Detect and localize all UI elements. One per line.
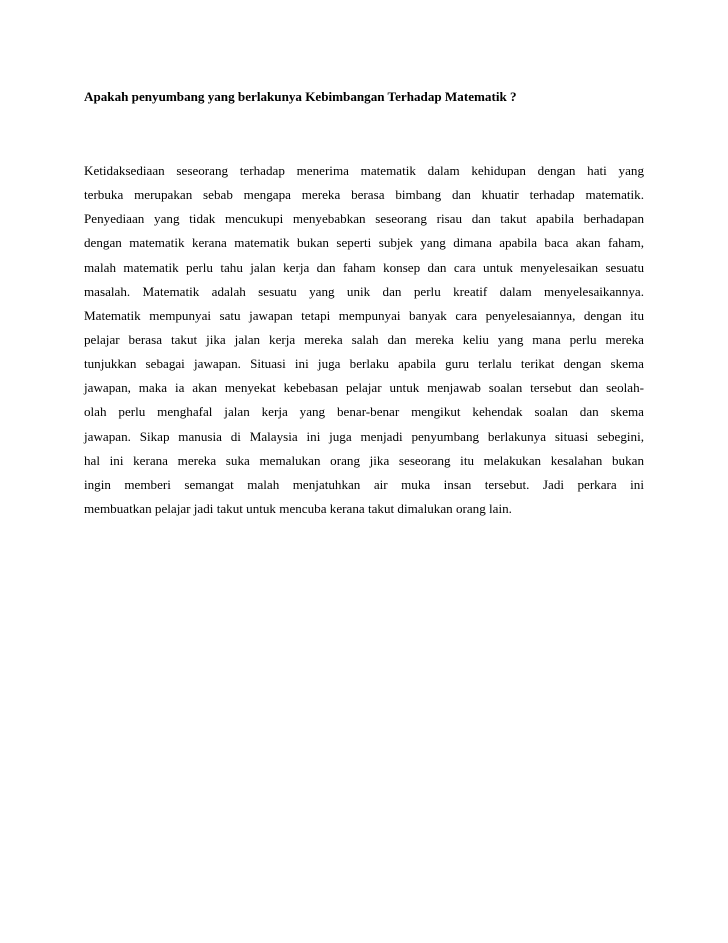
body-line: Penyediaan yang tidak mencukupi menyebabkan seseorang risau dan takut apabila berhadapan	[84, 211, 644, 227]
body-line: olah perlu menghafal jalan kerja yang benar-benar mengikut kehendak soalan dan skema	[84, 404, 644, 420]
body-line: pelajar berasa takut jika jalan kerja mereka salah dan mereka keliu yang mana perlu mereka	[84, 331, 644, 347]
body-line: Ketidaksediaan seseorang terhadap menerima matematik dalam kehidupan dengan hati yang	[84, 163, 644, 178]
document-title: Apakah penyumbang yang berlakunya Kebimbangan Terhadap Matematik ?	[84, 89, 517, 104]
body-line: hal ini kerana mereka suka memalukan orang jika seseorang itu melakukan kesalahan bukan	[84, 452, 644, 468]
body-line: jawapan, maka ia akan menyekat kebebasan pelajar untuk menjawab soalan tersebut dan seolah-	[84, 380, 644, 396]
body-line: masalah. Matematik adalah sesuatu yang unik dan perlu kreatif dalam menyelesaikannya.	[84, 283, 644, 299]
body-line: Matematik mempunyai satu jawapan tetapi mempunyai banyak cara penyelesaiannya, dengan itu	[84, 307, 644, 323]
document-body-paragraph	[84, 159, 644, 521]
body-line: jawapan. Sikap manusia di Malaysia ini juga menjadi penyumbang berlakunya situasi sebegini,	[84, 428, 644, 444]
body-line: tunjukkan sebagai jawapan. Situasi ini juga berlaku apabila guru terlalu terikat dengan skema	[84, 356, 644, 372]
body-line: terbuka merupakan sebab mengapa mereka berasa bimbang dan khuatir terhadap matematik.	[84, 187, 644, 203]
body-line: membuatkan pelajar jadi takut untuk mencuba kerana takut dimalukan orang lain.	[84, 500, 512, 516]
body-line: ingin memberi semangat malah menjatuhkan air muka insan tersebut. Jadi perkara ini	[84, 476, 644, 492]
body-line: malah matematik perlu tahu jalan kerja dan faham konsep dan cara untuk menyelesaikan sesuatu	[84, 259, 644, 275]
body-line: dengan matematik kerana matematik bukan seperti subjek yang dimana apabila baca akan faham,	[84, 235, 644, 251]
